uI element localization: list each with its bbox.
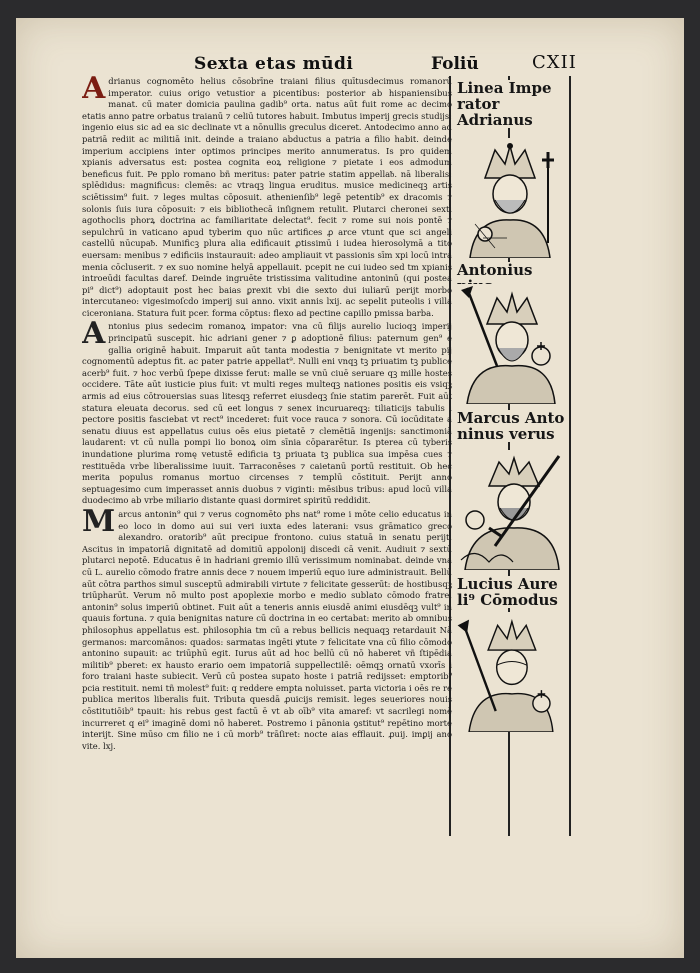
emperor-name: Marcus Anto ninus verus — [457, 410, 569, 442]
running-title: Sexta etas mūdi — [194, 54, 354, 74]
drop-cap-initial: M — [82, 503, 116, 539]
emperor-portrait-icon — [455, 138, 565, 258]
page-header — [16, 42, 684, 72]
emperor-name: Antonius — [457, 262, 569, 294]
manuscript-leaf — [16, 18, 684, 958]
paragraph-adrianus — [82, 76, 452, 319]
lineage-heading: Linea Impe rator Adrianus — [457, 80, 569, 128]
folio-label: Foliū — [431, 54, 479, 74]
imperial-lineage-column — [449, 76, 571, 836]
folio-number: CXII — [532, 52, 577, 73]
emperor-portrait-icon — [455, 284, 565, 404]
paragraph-text: arcus antonin⁹ qui ⁊ verus cognomēto phs nat⁹ rome i mōte celio educatus in eo loco in domo aui sui veri iuxta edes laterani: vsus grāmatico greco alexandro. oratorib⁹ aūt precipue frontono. cuius statuā in senatu perijt. Ascitus in impatoriā dignitatē ad domitiū appolonij discedi cā venit. Audiuit ⁊ sextū plutarci nepotē. Educatus ē in hadriani gremio illū verissimum nominabat. deinde vna cū L. aurelio cōmodo fratre annis dece ⁊ nouem imperiū equo iure administrauit. Bellū aūt cōtra parthos simul susceptū admirabili virtute ⁊ felicitate gesserūt: de hostibusqꝫ triūpharūt. Verum nō multo post apoplexie morbo e medio sublato cōmodo fratre. antonin⁹ solus imperiū obtinet. Fuit aūt a teneris annis eiusdē animi eiusdēqꝫ vult⁹ in quauis fortuna. ⁊ quia benignitas nature cū doctrina in eo certabat: merito ab omnibus philosophus appellatus est. philosophia tm cū a rebus bellicis nequaqꝫ retardauit Nā germanos: marcomānos: quados: sarmatas ingēti ꝟtute ⁊ felicitate vna cū filio cōmodo antonino supauit: ac triūphū egit. Iurus aūt ad hoc bellū cū nō haberet vñ ſtipēdia militib⁹ pberet: ex hausto erario oem impatoriā suppellectilē: oēmqꝫ ornatū vxorīs i foro traiani haste subiecit. Verū cū postea supato hoste i patriā redijsset: emptorib⁹ pcia restituit. nemi tñ molest⁹ fuit: q reddere empta noluisset. parta victoria i oēs re re publica meritos liberalis fuit. Tributa quesdā ꝓuicijs remisit. leges seueriores nouis cōstitutiōib⁹ tpauit: his rebus gest factū ē vt ab oīb⁹ vita amaref: vt sacrilegi nomē incurreret q ei⁹ imaginē domi nō haberet. Postremo i pānonia ꝯstitut⁹ repētino morte interijt. Sine mūso cm filio ne i cū morb⁹ trāſiret: nocte aias efflauit. ꝓuij. imꝑij ano vite. lxj. — [82, 508, 452, 751]
paragraph-antonius — [82, 316, 452, 507]
paragraph-marcus — [82, 503, 452, 752]
paragraph-text: ntonius pius sedecim romanoꝝ impator: vna cū filijs aurelio lucioqꝫ imperij principatū suscepit. hic adriani gener ⁊ ꝑ adoptionē filius: paternum gen⁹ e gallia originē habuit. Imparuit aūt tanta modestia ⁊ benignitate vt merito pij cognomentū adeptus fit. ac pater patrie appellat⁹. Nulli eni vnqꝫ tꝫ priuatim tꝫ publice acerb⁹ fuit. ⁊ hoc verbū ſpepe dixisse ferut: malle se vnū ciuē seruare qꝫ mille hostes occidere. Tāte aūt iusticie pius fuit: vt multi reges multeqꝫ nationes positis eis vsiqꝫ armis ad eius cōtrouersias suas litesqꝫ referret eiusdeqꝫ ſnie statim parerēt. Fuit aūt statura eleuata decorus. sed cū eet longus ⁊ senex incuruareqꝫ: tiliaticijs tabulis i pectore positis fasciebat vt rect⁹ incederet: fuit voce rauca ⁊ sonora. Cū iocūditate a senatu diuus est appellatus cuius oēs eius pietatē ⁊ clemētiā ingenijs: sanctimoniā laudarent: vt cū nulla pompi lio bonoꝝ oim sīnia cōpararētur. Is pterea cū tyberis inundatione plurima romę vetustē edificia tꝫ priuata tꝫ publica sua impēsa cues ⁊ restituēda vrbe liberalissime iuuit. Tarraconēses ⁊ caietanū portū restituit. Ob hec merita populus romanus mortuo circenses ⁊ templū cōstituit. Perijt anno septuagesimo cum imperasset annis duobus ⁊ viginti: mēsibus tribus: apud locū villa duodecimo ab vrbe miliario distante quasi dormiret spiritū reddidit. — [82, 321, 452, 506]
emperor-portrait-icon — [455, 612, 565, 732]
drop-cap-initial: A — [82, 316, 106, 352]
paragraph-text: drianus cognomēto helius cōsobrīne traiani filius quītusdecimus romanorū imperator. cuius origo vetustior a picentibus: posterior ab hispaniensibus manat. cū mater domicia paulina gadib⁹ orta. natus aūt fuit rome ac decimo etatis anno patre orbatus traianū ⁊ celiū tutores habuit. Imbutus imperij grecis studijs: ingenio eius sic ad ea sic declinate vt a nōnullis greculus diceret. Antodecimo anno ad patriā rediit ac militiā init. deinde a traiano abductus a patria a filio habit. deinde imperium accipiens inter optimos principes merito annumeratus. Is pro quidem xpianis adversatus est: postea cognita eoꝝ religione ⁊ pietate i eos admodum beneficus fuit. Pe pplo romano bñ meritus: pater patrie statim appellaᵬ. nā liberalis: splēdidus: magnificus: clemēs: ac vtraqꝫ lingua eruditus. musice medicineqꝫ artis sciētissim⁹ fuit. ⁊ leges multas cōposuit. athenienſib⁹ legē petentib⁹ ex dracomis ⁊ solonis ſuis iura cōposuit: ⁊ eis bibliothecā inſignem retulit. Plutarci cheronei sexti agothoclis phorꝝ doctrina ac familiaritate delectat⁹. fecit ⁊ rome sui nois pontē ⁊ sepulchrū in vaticano apud tyberim quo nūc artifices ꝓ arce vtunt que sci angeli castellū nūcupaᵬ. Munificꝫ plura alia edificauit ꝓtissimū i iudea hierosolymā a tito euersam: menibus ⁊ edificiis instaurauit: adeo ampliauit vt passionis sīm xpi locū intra menia cōcluserit. ⁊ ex suo nomine helyā appellauit. pcepit ne cui iudeo sed tm xpianis introeūdi facultas daref. Deinde ingruēte tristissima valitudine antoninū (qui postea pi⁹ dict⁹) adoptauit post hec baias ꝑrexit vbi die sexto dui iuliarū perijt morbo intercutaneo: vigesimoſcdo imperij sui anno. vixit annis lxij. ac sepelit puteolis i villa ciceroniana. Statura fuit pcer. forma cōptus: flexo ad pectine capillo pmissa barba. — [82, 76, 452, 318]
emperor-name: Lucius Aure li⁹ Cōmodus — [457, 576, 569, 608]
main-text-column — [82, 76, 452, 846]
emperor-portrait-icon — [455, 450, 565, 570]
drop-cap-initial: A — [82, 76, 106, 106]
